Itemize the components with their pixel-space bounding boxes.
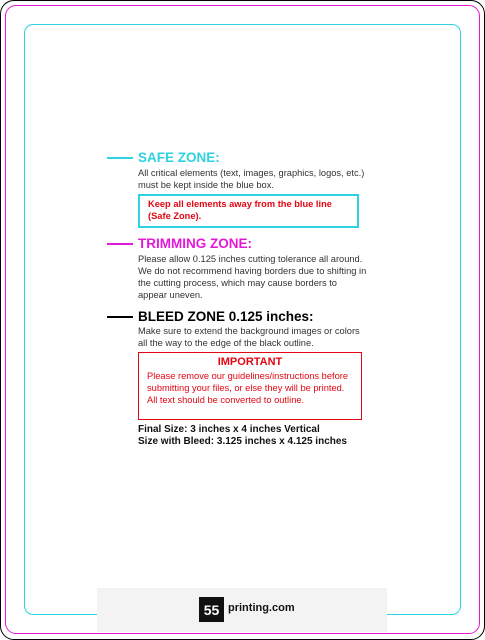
important-title: IMPORTANT (217, 356, 283, 368)
bleed-zone-heading: BLEED ZONE 0.125 inches: (138, 309, 314, 324)
safe-zone-description (138, 167, 364, 191)
important-line: All text should be converted to outline. (147, 395, 305, 405)
trimming-zone-line: the cutting process, which may cause borders to (138, 278, 337, 288)
safe-zone-callout (138, 194, 359, 228)
bleed-zone-description (138, 325, 360, 349)
important-line: submitting your files, or else they will be printed. (147, 383, 345, 393)
safe-callout-line: Keep all elements away from the blue line (148, 199, 332, 209)
final-size-line: Final Size: 3 inches x 4 inches Vertical (138, 424, 320, 435)
safe-zone-line: must be kept inside the blue box. (138, 180, 274, 190)
bleed-zone-marker (107, 316, 133, 318)
important-notice (138, 352, 362, 420)
trimming-zone-line: appear uneven. (138, 290, 203, 300)
safe-zone-line: All critical elements (text, images, graphics, logos, etc.) (138, 168, 365, 178)
logo-mark: 55 (199, 597, 224, 622)
logo-text: printing.com (228, 602, 295, 614)
trimming-zone-marker (107, 243, 133, 245)
bleed-zone-line: Make sure to extend the background images or colors (138, 326, 360, 336)
final-size-info (138, 424, 347, 448)
bleed-size-line: Size with Bleed: 3.125 inches x 4.125 inches (138, 436, 347, 447)
safe-zone-marker (107, 157, 133, 159)
important-line: Please remove our guidelines/instructions before (147, 371, 349, 381)
safe-callout-line: (Safe Zone). (148, 211, 202, 221)
trimming-zone-line: We do not recommend having borders due to shifting in (138, 266, 367, 276)
trimming-zone-heading: TRIMMING ZONE: (138, 236, 252, 251)
trimming-zone-description (138, 253, 366, 301)
safe-zone-heading: SAFE ZONE: (138, 150, 220, 165)
trimming-zone-line: Please allow 0.125 inches cutting tolerance all around. (138, 254, 363, 264)
bleed-zone-line: all the way to the edge of the black outline. (138, 338, 314, 348)
